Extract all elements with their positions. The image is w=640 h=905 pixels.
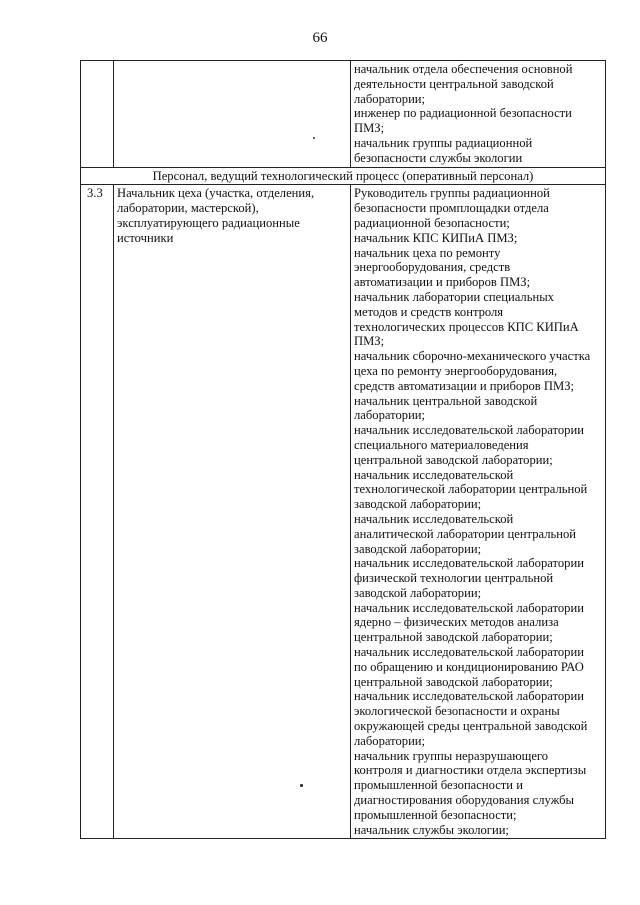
text-line: начальник исследовательской: [354, 467, 514, 482]
text-line: начальник службы экологии;: [354, 822, 509, 837]
document-table: [80, 60, 606, 839]
text-line: начальник цеха по ремонту: [354, 245, 501, 260]
position-lines: [117, 186, 347, 245]
responsible-cell: [351, 61, 606, 168]
text-line: лаборатории;: [354, 91, 426, 106]
position-cell: [114, 61, 351, 168]
table-row: [81, 61, 606, 168]
text-line: контроля и диагностики отдела экспертизы: [354, 763, 587, 778]
scan-speck: [313, 137, 315, 139]
text-line: лаборатории;: [354, 408, 426, 423]
text-line: начальник группы радиационной: [354, 135, 533, 150]
text-line: начальник центральной заводской: [354, 393, 538, 408]
text-line: окружающей среды центральной заводской: [354, 719, 588, 734]
text-line: начальник КПС КИПиА ПМЗ;: [354, 230, 518, 245]
number-cell: [81, 61, 114, 168]
text-line: центральной заводской лаборатории;: [354, 452, 553, 467]
text-line: радиационной безопасности;: [354, 215, 510, 230]
page-number: 66: [312, 30, 328, 46]
text-line: безопасности промплощадки отдела: [354, 201, 549, 216]
text-line: технологической лаборатории центральной: [354, 482, 588, 497]
text-line: средств автоматизации и приборов ПМЗ;: [354, 378, 575, 393]
text-line: специального материаловедения: [354, 437, 529, 452]
text-line: энергооборудования, средств: [354, 260, 511, 275]
text-line: диагностирования оборудования службы: [354, 793, 575, 808]
text-line: промышленной безопасности и: [354, 778, 523, 793]
text-line: центральной заводской лаборатории;: [354, 630, 553, 645]
text-line: начальник сборочно-механического участка: [354, 349, 591, 364]
text-line: начальник исследовательской лаборатории: [354, 600, 584, 615]
text-line: деятельности центральной заводской: [354, 76, 554, 91]
text-line: аналитической лаборатории центральной: [354, 526, 577, 541]
text-line: автоматизации и приборов ПМЗ;: [354, 275, 531, 290]
text-line: заводской лаборатории;: [354, 497, 482, 512]
text-line: технологических процессов КПС КИПиА: [354, 319, 579, 334]
text-line: начальник лаборатории специальных: [354, 289, 554, 304]
table-row: [81, 185, 606, 839]
text-line: методов и средств контроля: [354, 304, 504, 319]
text-line: эксплуатирующего радиационные: [117, 215, 300, 230]
text-line: начальник исследовательской лаборатории: [354, 689, 584, 704]
text-line: Руководитель группы радиационной: [354, 186, 550, 201]
text-line: ПМЗ;: [354, 121, 385, 136]
responsible-lines: [354, 186, 602, 837]
text-line: начальник исследовательской лаборатории: [354, 423, 584, 438]
text-line: цеха по ремонту энергооборудования,: [354, 363, 558, 378]
text-line: источники: [117, 230, 174, 245]
text-line: начальник отдела обеспечения основной: [354, 62, 573, 76]
text-line: безопасности службы экологии: [354, 150, 523, 165]
text-line: лаборатории;: [354, 733, 426, 748]
section-header: Персонал, ведущий технологический процесс (оперативный персонал): [81, 167, 606, 185]
text-line: начальник исследовательской: [354, 511, 514, 526]
text-line: Начальник цеха (участка, отделения,: [117, 186, 315, 201]
text-line: начальник группы неразрушающего: [354, 748, 549, 763]
text-line: заводской лаборатории;: [354, 541, 482, 556]
text-line: физической технологии центральной: [354, 571, 554, 586]
responsible-cell: [351, 185, 606, 839]
responsible-lines: [354, 62, 602, 166]
text-line: центральной заводской лаборатории;: [354, 674, 553, 689]
text-line: ядерно – физических методов анализа: [354, 615, 559, 630]
row-number: 3.3: [81, 185, 114, 839]
text-line: начальник исследовательской лаборатории: [354, 645, 584, 660]
position-cell: [114, 185, 351, 839]
text-line: ПМЗ;: [354, 334, 385, 349]
text-line: лаборатории, мастерской),: [117, 201, 259, 216]
text-line: начальник исследовательской лаборатории: [354, 556, 584, 571]
section-header-row: [81, 167, 606, 185]
text-line: промышленной безопасности;: [354, 807, 517, 822]
text-line: экологической безопасности и охраны: [354, 704, 560, 719]
text-line: заводской лаборатории;: [354, 585, 482, 600]
scan-speck: [300, 784, 303, 787]
text-line: по обращению и кондиционированию РАО: [354, 659, 584, 674]
text-line: инженер по радиационной безопасности: [354, 106, 572, 121]
